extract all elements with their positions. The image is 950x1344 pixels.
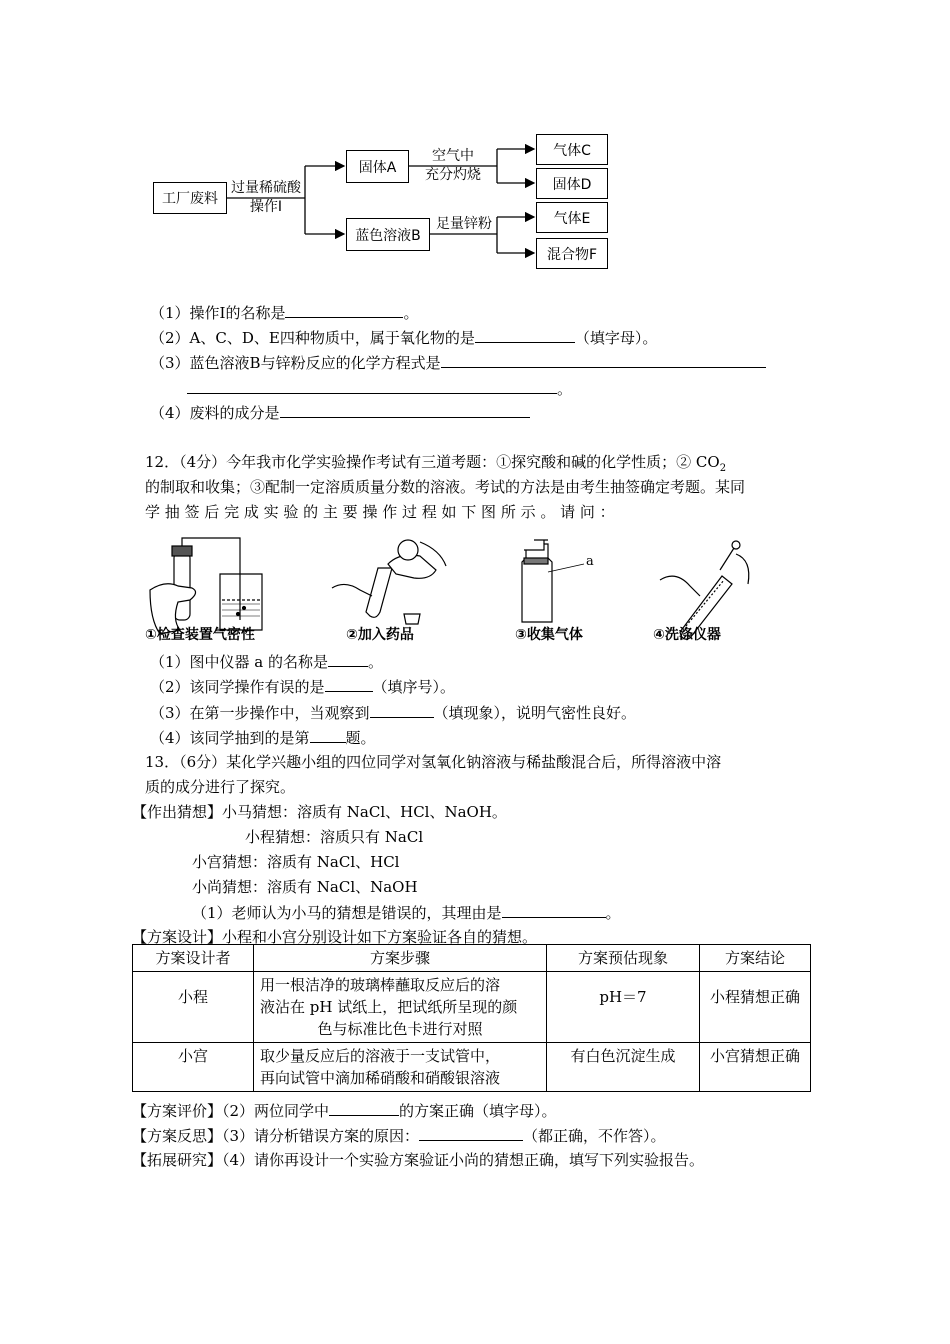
answer-blank[interactable] bbox=[285, 302, 403, 318]
box-mixture-f: 混合物F bbox=[536, 238, 608, 269]
label-dilute-sulfuric-acid: 过量稀硫酸 bbox=[231, 180, 301, 196]
fig3-gas-collecting-bottle bbox=[522, 540, 584, 622]
q12-part4-end: 题。 bbox=[345, 729, 376, 747]
q12-part4 bbox=[150, 727, 376, 748]
instrument-a-label: a bbox=[586, 554, 594, 569]
q13-design: 【方案设计】小程和小宫分别设计如下方案验证各自的猜想。 bbox=[132, 928, 538, 946]
q12-part2 bbox=[150, 676, 455, 697]
q13-line1: 13．（6分）某化学兴趣小组的四位同学对氢氧化钠溶液与稀盐酸混合后，所得溶液中溶 bbox=[145, 753, 722, 771]
table-row bbox=[133, 972, 811, 1043]
answer-blank[interactable] bbox=[328, 651, 368, 667]
flowchart-arrows bbox=[0, 0, 950, 290]
cell-designer: 小程 bbox=[133, 972, 254, 1043]
q11-part2-text: （2）A、C、D、E四种物质中，属于氧化物的是 bbox=[150, 329, 475, 347]
label-air: 空气中 bbox=[432, 148, 474, 164]
answer-blank[interactable] bbox=[502, 902, 606, 918]
answer-blank[interactable] bbox=[441, 352, 766, 368]
step-line: 用一根洁净的玻璃棒蘸取反应后的溶 bbox=[260, 976, 501, 994]
answer-blank[interactable] bbox=[187, 378, 557, 394]
q12-line3: 学 抽 签 后 完 成 实 验 的 主 要 操 作 过 程 如 下 图 所 示 。 请 问 ： bbox=[145, 503, 615, 521]
fig4-caption: ④洗涤仪器 bbox=[653, 627, 721, 643]
q11-part2-end: （填字母）。 bbox=[574, 329, 658, 347]
header-phenomenon: 方案预估现象 bbox=[547, 945, 700, 972]
cell-phenomenon: pH＝7 bbox=[547, 972, 700, 1043]
label-zinc-powder: 足量锌粉 bbox=[436, 216, 492, 232]
step-line: 再向试管中滴加稀硝酸和硝酸银溶液 bbox=[260, 1069, 501, 1087]
header-steps: 方案步骤 bbox=[254, 945, 547, 972]
header-conclusion: 方案结论 bbox=[700, 945, 811, 972]
fig1-airtightness-illustration bbox=[150, 538, 262, 634]
q12-line2: 的制取和收集；③配制一定溶质质量分数的溶液。考试的方法是由考生抽签确定考题。某同 bbox=[145, 478, 746, 496]
q12-part1-text: （1）图中仪器 a 的名称是 bbox=[150, 653, 329, 671]
q12-part3 bbox=[150, 702, 636, 723]
box-gas-e: 气体E bbox=[536, 202, 608, 233]
q13-reflection-text: 【方案反思】（3）请分析错误方案的原因： bbox=[132, 1127, 420, 1145]
q11-part1 bbox=[150, 302, 419, 323]
q12-line1 bbox=[145, 452, 726, 479]
answer-blank[interactable] bbox=[475, 327, 575, 343]
fig2-adding-reagent-illustration bbox=[332, 540, 446, 624]
q13-guess-cheng: 小程猜想：溶质只有 NaCl bbox=[245, 828, 424, 846]
cell-steps bbox=[254, 1043, 547, 1092]
q13-reflection bbox=[132, 1125, 666, 1146]
q11-part3-cont bbox=[187, 378, 572, 399]
q13-guess-gong: 小宫猜想：溶质有 NaCl、HCl bbox=[192, 853, 400, 871]
co2-subscript: 2 bbox=[719, 463, 727, 474]
plan-table bbox=[132, 944, 811, 1092]
fig2-caption: ②加入药品 bbox=[346, 627, 414, 643]
q13-guess-shang: 小尚猜想：溶质有 NaCl、NaOH bbox=[192, 878, 418, 896]
box-gas-c: 气体C bbox=[536, 134, 608, 165]
box-solution-b: 蓝色溶液B bbox=[346, 218, 430, 251]
table-header-row bbox=[133, 945, 811, 972]
q12-part3-text: （3）在第一步操作中，当观察到 bbox=[150, 704, 370, 722]
cell-designer: 小宫 bbox=[133, 1043, 254, 1092]
q13-part1 bbox=[192, 902, 621, 923]
answer-blank[interactable] bbox=[280, 402, 530, 418]
q13-line2: 质的成分进行了探究。 bbox=[145, 778, 296, 796]
answer-blank[interactable] bbox=[419, 1125, 523, 1141]
table-row bbox=[133, 1043, 811, 1092]
cell-phenomenon: 有白色沉淀生成 bbox=[547, 1043, 700, 1092]
cell-conclusion: 小程猜想正确 bbox=[700, 972, 811, 1043]
q11-part1-end: 。 bbox=[403, 304, 419, 322]
q13-evaluation-text: 【方案评价】（2）两位同学中 bbox=[132, 1102, 330, 1120]
q11-part3 bbox=[150, 352, 766, 373]
fig1-caption: ①检查装置气密性 bbox=[145, 627, 255, 643]
box-solid-d: 固体D bbox=[536, 168, 608, 199]
box-solid-a: 固体A bbox=[346, 150, 409, 183]
box-factory-waste: 工厂废料 bbox=[153, 182, 227, 214]
q11-part3-text: （3）蓝色溶液B与锌粉反应的化学方程式是 bbox=[150, 354, 441, 372]
q12-part3-end: （填现象），说明气密性良好。 bbox=[433, 704, 637, 722]
q11-part4-text: （4）废料的成分是 bbox=[150, 404, 280, 422]
q13-guess-title: 【作出猜想】小马猜想：溶质有 NaCl、HCl、NaOH。 bbox=[132, 803, 507, 821]
label-operation-1: 操作I bbox=[249, 199, 283, 215]
header-designer: 方案设计者 bbox=[133, 945, 254, 972]
answer-blank[interactable] bbox=[329, 1100, 399, 1116]
step-line: 色与标准比色卡进行对照 bbox=[317, 1020, 483, 1038]
q13-evaluation-end: 的方案正确（填字母）。 bbox=[399, 1102, 557, 1120]
q13-part1-text: （1）老师认为小马的猜想是错误的，其理由是 bbox=[192, 904, 502, 922]
q13-part1-end: 。 bbox=[605, 904, 621, 922]
step-line: 取少量反应后的溶液于一支试管中， bbox=[260, 1047, 501, 1065]
q13-evaluation bbox=[132, 1100, 557, 1121]
q12-part4-text: （4）该同学抽到的是第 bbox=[150, 729, 310, 747]
experiment-figures bbox=[0, 530, 950, 640]
q11-part1-text: （1）操作Ⅰ的名称是 bbox=[150, 304, 286, 322]
q11-part4 bbox=[150, 402, 530, 423]
q11-part3-end: 。 bbox=[557, 380, 573, 398]
label-full-burn: 充分灼烧 bbox=[425, 167, 481, 183]
q11-part2 bbox=[150, 327, 657, 348]
q12-line1-text: 12．（4分）今年我市化学实验操作考试有三道考题：①探究酸和碱的化学性质；② CO bbox=[145, 453, 720, 471]
q12-part1-end: 。 bbox=[368, 653, 384, 671]
cell-conclusion: 小宫猜想正确 bbox=[700, 1043, 811, 1092]
answer-blank[interactable] bbox=[325, 676, 373, 692]
answer-blank[interactable] bbox=[370, 702, 434, 718]
q12-part2-end: （填序号）。 bbox=[372, 678, 456, 696]
step-line: 液沾在 pH 试纸上，把试纸所呈现的颜 bbox=[260, 998, 518, 1016]
q12-part1 bbox=[150, 651, 383, 672]
fig3-caption: ③收集气体 bbox=[515, 627, 583, 643]
answer-blank[interactable] bbox=[310, 727, 346, 743]
q12-part2-text: （2）该同学操作有误的是 bbox=[150, 678, 325, 696]
q13-reflection-end: （都正确，不作答）。 bbox=[523, 1127, 666, 1145]
q13-extension: 【拓展研究】（4）请你再设计一个实验方案验证小尚的猜想正确，填写下列实验报告。 bbox=[132, 1151, 705, 1169]
cell-steps bbox=[254, 972, 547, 1043]
